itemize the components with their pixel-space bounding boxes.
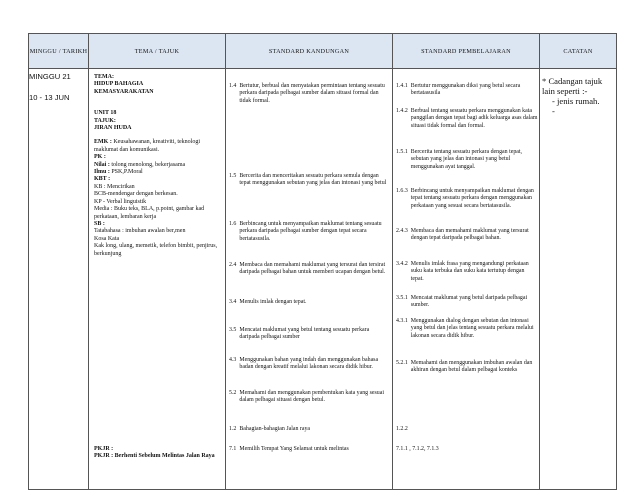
standard-kandungan-item-text: Memilih Tempat Yang Selamat untuk melintas <box>239 446 349 452</box>
bcb-line: BCB-mendengar dengan berkesan. <box>94 191 178 198</box>
standard-pembelajaran-item-number: 1.4.1 <box>396 83 408 89</box>
header-minggu-tarikh: MINGGU / TARIKH <box>29 34 89 69</box>
standard-pembelajaran-item-number: 5.2.1 <box>396 360 408 366</box>
standard-kandungan-item-number: 1.4 <box>229 83 237 89</box>
ilmu-line: Ilmu : PSK,P.Moral <box>94 169 143 176</box>
standard-kandungan-item-number: 5.2 <box>229 390 237 396</box>
standard-pembelajaran-item <box>396 228 538 243</box>
standard-kandungan-cell <box>226 69 393 490</box>
standard-kandungan-item-text: Bertutur, berbual dan menyatakan permintaan tentang sesuatu perkara daripada pelbagai sumber dalam situasi formal dan tidak formal. <box>239 83 385 104</box>
standard-kandungan-item <box>229 221 389 243</box>
header-row <box>29 34 617 69</box>
catatan-line-2: - jenis rumah. <box>552 96 600 106</box>
tajuk-label: TAJUK: <box>94 117 116 124</box>
tema-value: HIDUP BAHAGIA <box>94 81 144 88</box>
standard-pembelajaran-item-number: 7.1.1 , 7.1.2, 7.1.3 <box>396 446 439 452</box>
standard-pembelajaran-item-number: 4.3.1 <box>396 318 408 324</box>
standard-kandungan-item-text: Menggunakan bahan yang indah dan menggunakan bahasa badan dengan kreatif melalui lakonan secara didik hibur. <box>239 357 379 371</box>
pkjr-value: PKJR : Berhenti Sebelum Melintas Jalan Raya <box>94 453 215 460</box>
catatan-line-1: * Cadangan tajuk lain seperti :- <box>542 76 603 96</box>
tema-label: TEMA: <box>94 74 114 80</box>
catatan-cell <box>540 69 617 490</box>
standard-pembelajaran-item-text: Bertutur menggunakan diksi yang betul secara bertatasusila <box>410 83 521 97</box>
standard-kandungan-item-number: 7.1 <box>229 446 237 452</box>
pkjr-label: PKJR : <box>94 446 114 452</box>
standard-kandungan-item <box>229 390 389 405</box>
standard-kandungan-item <box>229 262 389 277</box>
header-catatan: CATATAN <box>540 34 617 69</box>
standard-pembelajaran-item-number: 3.5.1 <box>396 295 408 301</box>
standard-kandungan-item <box>229 173 389 188</box>
standard-kandungan-item-text: Bahagian-bahagian Jalan raya <box>239 426 311 432</box>
standard-pembelajaran-item-text: Memahami dan menggunakan imbuhan awalan dan akhiran dengan betul dalam pelbagai konteks <box>410 360 533 374</box>
standard-kandungan-item-text: Memahami dan menggunakan pembentukan kata yang sesuai dalam pelbagai situasi dengan betul. <box>239 390 384 404</box>
standard-kandungan-item-number: 1.5 <box>229 173 237 179</box>
kp-line: KP - Verbal linguistik <box>94 198 147 205</box>
standard-kandungan-item <box>229 426 389 433</box>
standard-kandungan-item-number: 1.6 <box>229 221 237 227</box>
kb-line: KB : Mencirikan <box>94 183 135 190</box>
tema-block <box>94 74 224 258</box>
unit-label: UNIT 18 <box>94 110 117 117</box>
standard-kandungan-item <box>229 299 389 306</box>
standard-pembelajaran-item <box>396 149 538 171</box>
standard-pembelajaran-item-number: 3.4.2 <box>396 261 408 267</box>
standard-pembelajaran-item <box>396 318 538 340</box>
header-tema-tajuk: TEMA / TAJUK <box>89 34 226 69</box>
standard-pembelajaran-item <box>396 446 538 453</box>
kosa-kata-label: Kosa Kata <box>94 235 120 242</box>
standard-pembelajaran-item-text: Membaca dan memahami maklumat yang tersurat dengan tepat daripada pelbagai bahan. <box>410 228 529 242</box>
standard-pembelajaran-item <box>396 108 538 130</box>
emk-line: EMK : Keusahawanan, kreativiti, teknologi maklumat dan komunikasi. <box>94 139 200 153</box>
standard-kandungan-item-number: 4.3 <box>229 357 237 363</box>
catatan-notes <box>542 76 616 116</box>
kbt-label: KBT : <box>94 176 111 183</box>
standard-pembelajaran-item-text: Mencatat maklumat yang betul daripada pelbagai sumber. <box>410 295 528 309</box>
standard-pembelajaran-item <box>396 261 538 283</box>
standard-pembelajaran-item <box>396 426 538 433</box>
pkjr-block <box>94 446 224 461</box>
tatabahasa-line: Tatabahasa : imbuhan awalan ber,men <box>94 228 186 235</box>
standard-kandungan-item-text: Bercerita dan menceritakan sesuatu perkara semula dengan tepat menggunakan sebutan yang jelas dan intonasi yang betul <box>239 173 387 187</box>
sb-label: SB : <box>94 220 105 227</box>
standard-kandungan-item-text: Membaca dan memahami maklumat yang tersurat dan tersirat daripada pelbagai bahan untuk memberi ucapan dengan betul. <box>239 262 386 276</box>
standard-kandungan-item <box>229 357 389 372</box>
standard-pembelajaran-item-text: Berbincang untuk menyampaikan maklumat dengan tepat tentang sesuatu perkara dengan menggunakan perkataan yang sesuai secara bertatasusila. <box>410 188 534 209</box>
week-cell <box>29 69 89 490</box>
standard-pembelajaran-item-text <box>442 446 538 453</box>
standard-kandungan-item <box>229 446 389 453</box>
header-standard-pembelajaran: STANDARD PEMBELAJARAN <box>393 34 540 69</box>
lesson-plan-table <box>28 33 617 490</box>
nilai-line: Nilai : tolong menolong, bekerjasama <box>94 161 186 168</box>
standard-kandungan-item-text: Menulis imlak dengan tepat. <box>239 299 307 305</box>
standard-pembelajaran-item-number: 2.4.3 <box>396 228 408 234</box>
week-dates: 10 - 13 JUN <box>29 93 70 102</box>
standard-pembelajaran-item <box>396 295 538 310</box>
standard-pembelajaran-item-number: 1.4.2 <box>396 108 408 114</box>
standard-pembelajaran-item-text <box>411 426 538 433</box>
tajuk-value: JIRAN HUDA <box>94 125 132 132</box>
standard-kandungan-item <box>229 83 389 105</box>
standard-pembelajaran-item-text: Berbual tentang sesuatu perkara menggunakan kata panggilan dengan tepat bagi adik keluarga asas dalam situasi tidak formal dan formal. <box>410 108 538 129</box>
media-line: Media : Buku teks, BLA, p.point, gambar kad perkataan, lembaran kerja <box>94 206 205 220</box>
kosa-kata-line: Kak long, ulang, memetik, telefon bimbit, penjirus, berkunjung <box>94 243 218 257</box>
standard-kandungan-item-text: Mencatat maklumat yang betul tentang sesuatu perkara daripada pelbagai sumber <box>239 327 370 341</box>
tema-cell <box>89 69 226 490</box>
pk-label: PK : <box>94 154 106 161</box>
standard-pembelajaran-item <box>396 83 538 98</box>
header-standard-kandungan: STANDARD KANDUNGAN <box>226 34 393 69</box>
standard-kandungan-item <box>229 327 389 342</box>
kemasyarakatan-label: KEMASYARAKATAN <box>94 88 154 95</box>
standard-pembelajaran-item <box>396 188 538 210</box>
catatan-line-3: - <box>552 106 555 116</box>
standard-kandungan-item-text: Berbincang untuk menyampaikan maklumat tentang sesuatu perkara daripada pelbagai sumber dengan tepat secara bertatasusila. <box>239 221 382 242</box>
standard-pembelajaran-item-text: Bercerita tentang sesuatu perkara dengan tepat, sebutan yang jelas dan intonasi yang betul menggunakan ayat tanggal. <box>410 149 522 170</box>
standard-pembelajaran-item-number: 1.2.2 <box>396 426 408 432</box>
standard-kandungan-item-number: 2.4 <box>229 262 237 268</box>
standard-kandungan-item-number: 3.4 <box>229 299 237 305</box>
standard-pembelajaran-item-number: 1.5.1 <box>396 149 408 155</box>
standard-pembelajaran-item-number: 1.6.3 <box>396 188 408 194</box>
standard-pembelajaran-cell <box>393 69 540 490</box>
week-row <box>29 69 617 490</box>
standard-pembelajaran-item-text: Menulis imlak frasa yang mengandungi perkataan suku kata terbuka dan suku kata tertutup dengan tepat. <box>410 261 529 282</box>
standard-pembelajaran-item-text: Menggunakan dialog dengan sebutan dan intonasi yang betul dan jelas tentang sesuatu perkara melalui lakonan secara didik hibur. <box>410 318 534 339</box>
lesson-plan-table-wrapper <box>28 33 616 493</box>
standard-kandungan-item-number: 1.2 <box>229 426 237 432</box>
week-label: MINGGU 21 <box>29 72 71 81</box>
standard-kandungan-item-number: 3.5 <box>229 327 237 333</box>
standard-pembelajaran-item <box>396 360 538 375</box>
